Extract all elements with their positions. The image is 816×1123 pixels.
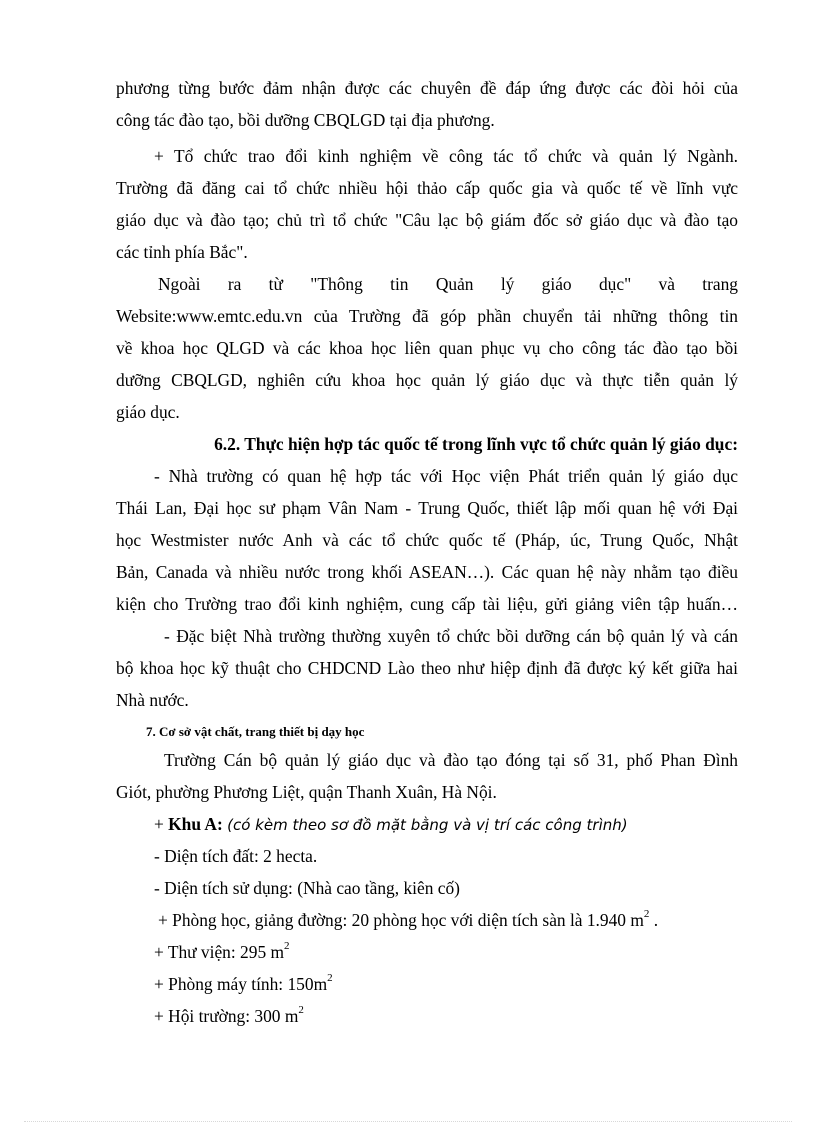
text-line: kiện cho Trường trao đổi kinh nghiệm, cung cấp tài liệu, gửi giảng viên tập huấn… <box>116 594 738 614</box>
hall-text: + Hội trường: 300 m <box>154 1006 299 1026</box>
computer-room-text: + Phòng máy tính: 150m <box>154 974 328 994</box>
text-line: + Tổ chức trao đổi kinh nghiệm về công tác tổ chức và quản lý Ngành. <box>154 146 738 166</box>
text-line: Nhà nước. <box>116 690 189 710</box>
khu-a-note: (có kèm theo sơ đồ mặt bằng và vị trí các công trình) <box>227 816 628 834</box>
text-line: giáo dục và đào tạo; chủ trì tổ chức "Câu lạc bộ giám đốc sở giáo dục và đào tạo <box>116 210 738 230</box>
library-line: + Thư viện: 295 $m^2$ <box>154 940 290 962</box>
text-line: Website:www.emtc.edu.vn của Trường đã góp phần chuyển tải những thông tin <box>116 306 738 326</box>
khu-a-line: + Khu A: (có kèm theo sơ đồ mặt bằng và vị trí các công trình) <box>154 814 628 834</box>
text-line: giáo dục. <box>116 402 180 422</box>
section-heading: 6.2. Thực hiện hợp tác quốc tế trong lĩnh vực tổ chức quản lý giáo dục: <box>214 434 738 454</box>
library-text: + Thư viện: 295 m <box>154 942 285 962</box>
text-line: học Westmister nước Anh và các tổ chức quốc tế (Pháp, úc, Trung Quốc, Nhật <box>116 530 738 550</box>
text-line: các tỉnh phía Bắc". <box>116 242 248 262</box>
text-line: bộ khoa học kỹ thuật cho CHDCND Lào theo như hiệp định đã được ký kết giữa hai <box>116 658 738 678</box>
text-line: công tác đào tạo, bồi dưỡng CBQLGD tại địa phương. <box>116 110 495 130</box>
text-line: Ngoài ra từ "Thông tin Quản lý giáo dục" và trang <box>158 274 738 294</box>
usage-area: - Diện tích sử dụng: (Nhà cao tầng, kiên cố) <box>154 878 460 898</box>
text-line: Giót, phường Phương Liệt, quận Thanh Xuân, Hà Nội. <box>116 782 497 802</box>
text-line: Trường Cán bộ quản lý giáo dục và đào tạo đóng tại số 31, phố Phan Đình <box>164 750 738 770</box>
text-line: Thái Lan, Đại học sư phạm Vân Nam - Trung Quốc, thiết lập mối quan hệ với Đại <box>116 498 738 518</box>
text-line: - Đặc biệt Nhà trường thường xuyên tổ chức bồi dưỡng cán bộ quản lý và cán <box>164 626 738 646</box>
text-line: Trường đã đăng cai tổ chức nhiều hội thảo cấp quốc gia và quốc tế về lĩnh vực <box>116 178 738 198</box>
text-line: Bản, Canada và nhiều nước trong khối ASEAN…). Các quan hệ này nhằm tạo điều <box>116 562 738 582</box>
page-bottom-divider <box>24 1121 792 1122</box>
text-line: - Nhà trường có quan hệ hợp tác với Học viện Phát triển quản lý giáo dục <box>154 466 738 486</box>
classrooms-line: + Phòng học, giảng đường: 20 phòng học với diện tích sàn là 1.940 $m^2$ . <box>158 908 659 930</box>
text-line: dưỡng CBQLGD, nghiên cứu khoa học quản lý giáo dục và thực tiễn quản lý <box>116 370 738 390</box>
hall-line: + Hội trường: 300 $m^2$ <box>154 1004 304 1026</box>
text-line: về khoa học QLGD và các khoa học liên quan phục vụ cho công tác đào tạo bồi <box>116 338 738 358</box>
section-heading: 7. Cơ sở vật chất, trang thiết bị dạy học <box>146 724 365 739</box>
khu-a-label: Khu A: <box>168 814 223 834</box>
land-area: - Diện tích đất: 2 hecta. <box>154 846 318 866</box>
classrooms-text: + Phòng học, giảng đường: 20 phòng học với diện tích sàn là 1.940 m <box>158 910 644 930</box>
computer-room-line: + Phòng máy tính: $150m^2$ <box>154 972 333 994</box>
text-line: phương từng bước đảm nhận được các chuyên đề đáp ứng được các đòi hỏi của <box>116 78 738 98</box>
